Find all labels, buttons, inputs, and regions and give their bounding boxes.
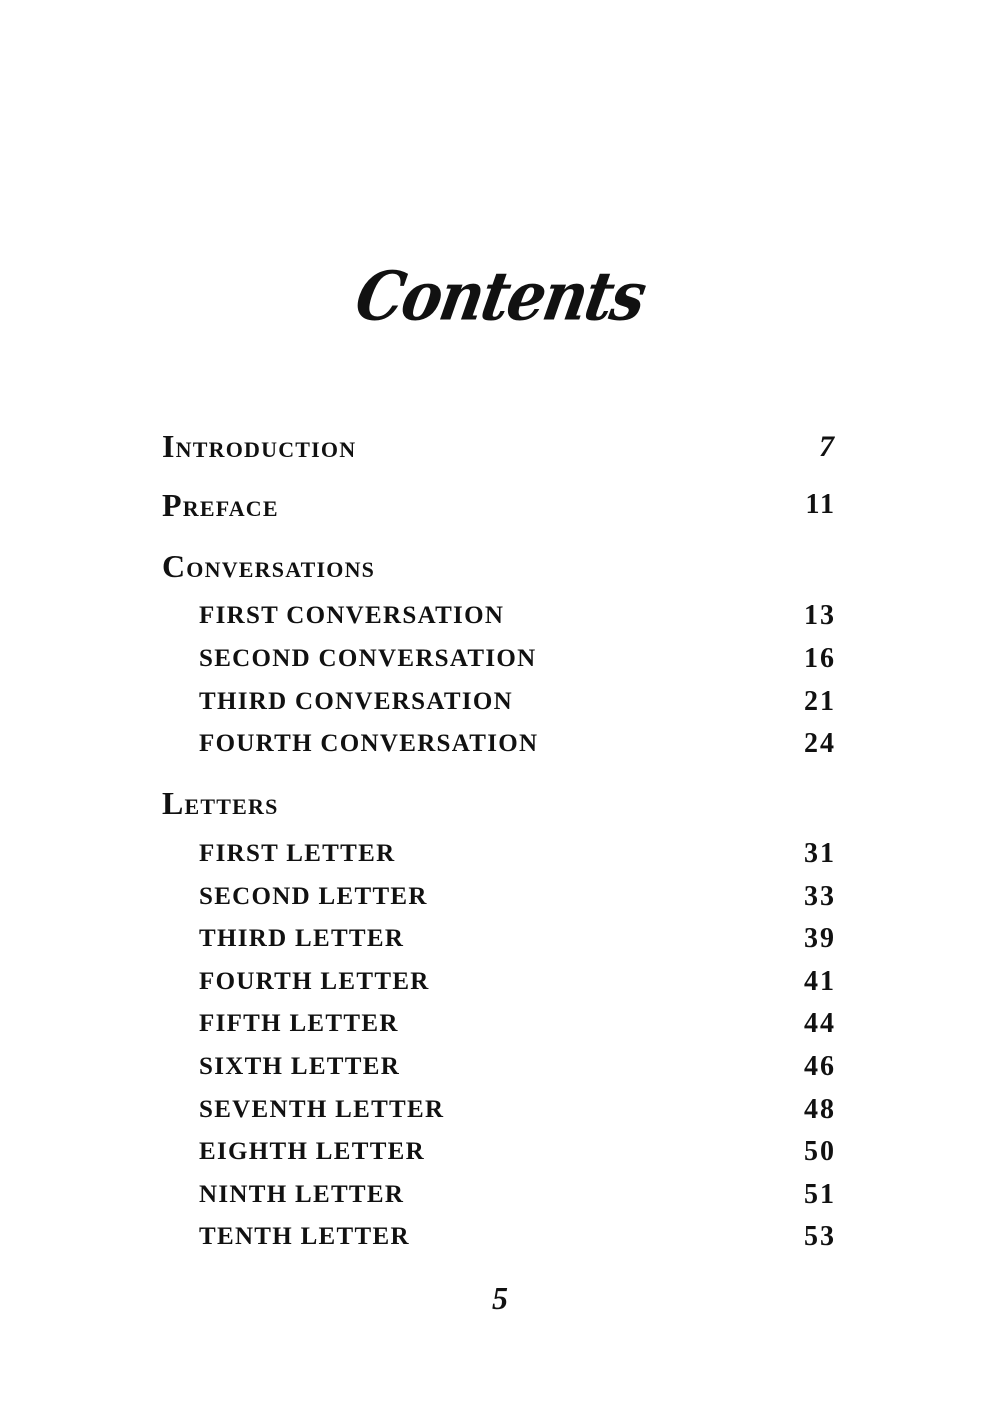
toc-entry-third-letter[interactable] xyxy=(0,921,1000,961)
toc-label: FIRST LETTER xyxy=(199,840,396,867)
toc-entry-second-conversation[interactable] xyxy=(0,641,1000,681)
toc-page-number: 11 xyxy=(805,489,836,520)
toc-entry-ninth-letter[interactable] xyxy=(0,1177,1000,1217)
toc-entry-fourth-letter[interactable] xyxy=(0,964,1000,1004)
toc-page-number: 46 xyxy=(804,1051,836,1082)
toc-label: SEVENTH LETTER xyxy=(199,1096,445,1123)
toc-label: Preface xyxy=(162,487,279,523)
toc-label: FIFTH LETTER xyxy=(199,1010,399,1037)
toc-entry-first-letter[interactable] xyxy=(0,836,1000,876)
toc-page-number: 7 xyxy=(819,430,836,463)
toc-label: FOURTH LETTER xyxy=(199,968,430,995)
toc-label: EIGHTH LETTER xyxy=(199,1138,425,1165)
toc-page-number: 39 xyxy=(804,923,836,954)
toc-label: SIXTH LETTER xyxy=(199,1053,401,1080)
toc-entry-second-letter[interactable] xyxy=(0,879,1000,919)
toc-section-heading: Letters xyxy=(162,785,279,821)
toc-label: SECOND CONVERSATION xyxy=(199,645,537,672)
toc-page-number: 21 xyxy=(804,686,836,717)
toc-entry-introduction[interactable] xyxy=(0,428,1000,468)
toc-page-number: 48 xyxy=(804,1094,836,1125)
toc-label: NINTH LETTER xyxy=(199,1181,405,1208)
toc-page-number: 53 xyxy=(804,1221,836,1252)
toc-page-number: 44 xyxy=(804,1008,836,1039)
toc-entry-fourth-conversation[interactable] xyxy=(0,726,1000,766)
toc-entry-fifth-letter[interactable] xyxy=(0,1006,1000,1046)
toc-label: FOURTH CONVERSATION xyxy=(199,730,539,757)
toc-entry-preface[interactable] xyxy=(0,487,1000,527)
page-title: Contents xyxy=(349,257,651,337)
toc-label: FIRST CONVERSATION xyxy=(199,602,505,629)
toc-section-heading: Conversations xyxy=(162,548,376,584)
page-number-footer: 5 xyxy=(492,1280,508,1316)
toc-label: Introduction xyxy=(162,428,357,464)
toc-entry-seventh-letter[interactable] xyxy=(0,1092,1000,1132)
toc-label: THIRD CONVERSATION xyxy=(199,688,513,715)
toc-section-conversations xyxy=(0,548,1000,588)
toc-entry-eighth-letter[interactable] xyxy=(0,1134,1000,1174)
toc-page-number: 16 xyxy=(804,643,836,674)
toc-page-number: 31 xyxy=(804,838,836,869)
toc-entry-tenth-letter[interactable] xyxy=(0,1219,1000,1259)
toc-page-number: 51 xyxy=(804,1179,836,1210)
toc-entry-third-conversation[interactable] xyxy=(0,684,1000,724)
toc-entry-sixth-letter[interactable] xyxy=(0,1049,1000,1089)
toc-entry-first-conversation[interactable] xyxy=(0,598,1000,638)
toc-page-number: 41 xyxy=(804,966,836,997)
toc-page-number: 13 xyxy=(804,600,836,631)
toc-section-letters xyxy=(0,785,1000,825)
toc-page-number: 24 xyxy=(804,728,836,759)
toc-page-number: 33 xyxy=(804,881,836,912)
toc-page-number: 50 xyxy=(804,1136,836,1167)
toc-label: TENTH LETTER xyxy=(199,1223,410,1250)
toc-label: THIRD LETTER xyxy=(199,925,405,952)
toc-label: SECOND LETTER xyxy=(199,883,428,910)
